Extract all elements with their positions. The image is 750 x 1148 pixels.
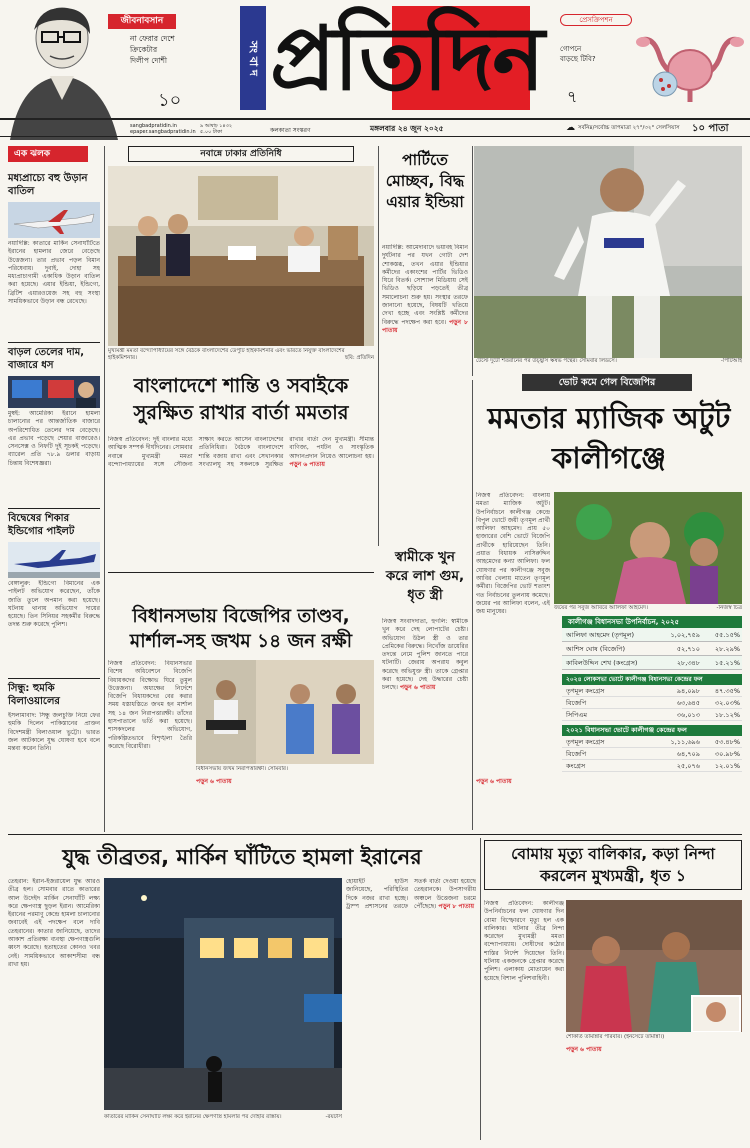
article-text: হোয়াইট হাউস জানিয়েছে, পরিস্থিতির দিকে নজর রাখা হচ্ছে। ট্রাম্প প্রশাসনের তরফে সতর্ক বার্তা দেওয়া হয়েছে তেহরানকে। উপসাগরীয় অঞ্চলে উত্তেজনা চরমে পৌঁছেছে। <box>346 878 476 910</box>
web-address <box>130 123 196 135</box>
vote-count: ৬৩,৬৪৫ <box>676 699 700 707</box>
brief-headline[interactable]: বিদ্বেষের শিকার ইন্ডিগোর পাইলট <box>8 513 75 537</box>
website-link[interactable]: sangbadpratidin.in <box>130 123 177 129</box>
assembly-security-photo <box>196 660 374 764</box>
brief-body: নয়াদিল্লি: কাতারে মার্কিন সেনাঘাঁটিতে ইরানের হামলার জেরে বেড়েছে উত্তেজনা। তার প্রভাব পড়ল বিমান পরিষেবায়। দুবাই, দোহা সহ মধ্যপ্রাচ্যগামী একাধিক উড়ান বাতিল করা হয়েছে। এয়ার ইন্ডিয়া, ইন্ডিগো, ব্রিটিশ এয়ারওয়েজ সহ বহু সংস্থা সাময়িকভাবে উড়ান বন্ধ রেখেছে। <box>8 240 100 306</box>
kaliganj-photo-caption <box>554 605 742 615</box>
prescription-brand: প্রেসক্রিপশন <box>560 14 632 26</box>
vote-pct: ৩২.০৩% <box>714 699 740 707</box>
vote-pct: ১৮.১২% <box>714 711 740 719</box>
iran-body-continued <box>346 878 476 1132</box>
brief-headline[interactable]: মধ্যপ্রাচ্যে বহু উড়ান বাতিল <box>8 173 88 197</box>
kaliganj-results-table <box>562 616 742 772</box>
party-name: সিপিএম <box>566 711 587 719</box>
rishabh-pant-photo <box>474 146 742 358</box>
photo-credit: -রয়টার্স <box>325 1114 342 1120</box>
photo-credit: -নিজস্ব চিত্র <box>716 605 742 611</box>
issue-date: মঙ্গলবার ২৪ জুন ২০২৫ <box>370 124 444 133</box>
party-name: তৃণমূল কংগ্রেস <box>566 687 605 695</box>
promo-line: ক্রিকেটার <box>130 45 158 54</box>
candidate-name: কাবিলউদ্দিন শেখ (কংগ্রেস) <box>566 659 638 667</box>
kaliganj-headline[interactable]: মমতার ম্যাজিক অটুট কালীগঞ্জে <box>487 401 731 475</box>
vote-pct: ৪৭.৩৫% <box>714 687 740 695</box>
vote-count: ১,০২,৭৫৯ <box>670 631 700 639</box>
weather-text: সর্বনিম্ন/সর্বোচ্চ তাপমাত্রা ২৭°/৩২° সেলসিয়াস <box>578 125 680 131</box>
bomb-headline[interactable]: বোমায় মৃত্যু বালিকার, কড়া নিন্দা করলেন মুখ্যমন্ত্রী, ধৃত ১ <box>484 840 742 890</box>
nabanna-kicker: নবান্নে ঢাকার প্রতিনিধি <box>128 146 354 162</box>
vote-pct: ১৫.২১% <box>714 659 740 667</box>
results-table-title: ২০২১ বিধানসভা ভোটে কালীগঞ্জ কেন্দ্রের ফল <box>562 725 742 736</box>
right-promo-text <box>560 44 596 64</box>
nabanna-kicker-box <box>108 146 374 162</box>
left-promo-page: ১০ <box>158 90 182 111</box>
kaliganj-body: নিজস্ব প্রতিবেদন: বাংলায় মমতা ম্যাজিক অটুট। উপনির্বাচনে কালীগঞ্জ কেন্দ্রে বিপুল ভোটে জয়ী তৃণমূল প্রার্থী আলিফা আহমেদ। প্রায় ৫০ হাজারের বেশি ভোটে বিজেপি প্রার্থীকে হারিয়েছেন তিনি। প্রয়াত বিধায়ক নাসিরুদ্দিন আহমেদের কন্যা আলিফা। ফল ঘোষণার পর কালীগঞ্জে সবুজ আবির খেলায় মাতেন তৃণমূল কর্মীরা। বিজেপির ভোট শতাংশ গত নির্বাচনের তুলনায় কমেছে। জয়ের পর আলিফা বলেন, এই জয় মানুষের। <box>476 492 550 616</box>
promo-line: দিলীপ দোশী <box>130 56 168 65</box>
husband-body <box>382 618 468 824</box>
vote-pct: ৫৫.১৫% <box>714 631 740 639</box>
vote-pct: ৩০.৯৮% <box>714 750 740 758</box>
kaliganj-body-continued <box>476 778 742 818</box>
vote-pct: ৫৩.৪৮% <box>714 738 740 746</box>
continue-link[interactable]: পড়ুন ৮ পাতায় <box>382 318 468 334</box>
kaliganj-kicker-box <box>476 374 742 392</box>
continue-link[interactable]: পড়ুন ৬ পাতায় <box>399 684 436 692</box>
indigo-plane-photo <box>8 542 100 578</box>
sports-caption <box>476 358 742 370</box>
results-table-title: ২০২৪ লোকসভা ভোটে কালীগঞ্জ বিধানসভা কেন্দ্রের ফল <box>562 674 742 685</box>
logo-text: প্রতিদিন <box>270 6 543 110</box>
brief-body: মুম্বই: আমেরিকা ইরানে হামলা চালানোর পর আন্তর্জাতিক বাজারে অপরিশোধিত তেলের দাম বেড়েছে। এর প্রভাব পড়েছে শেয়ার বাজারেও। সেনসেক্স ও নিফটি দুই সূচকই পড়েছে। ব্যারেল প্রতি ৭৮.৯ ডলার বাড়ায় চিন্তায় বিশেষজ্ঞরা। <box>8 410 100 467</box>
trader-photo <box>8 376 100 408</box>
article-text: নিজস্ব প্রতিবেদন: দুই বাংলার মধ্যে আত্মিক সম্পর্ক দীর্ঘদিনের। সোমবার নবান্নে মুখ্যমন্ত্রী মমতা বন্দ্যোপাধ্যায়ের সঙ্গে সৌজন্য সাক্ষাৎ করতে আসেন বাংলাদেশের প্রতিনিধিরা। বৈঠকে বাংলাদেশে শান্তি বজায় রাখা এবং সেখানকার সংখ্যালঘু সহ সকলকে সুরক্ষিত রাখার বার্তা দেন মুখ্যমন্ত্রী। সীমান্ত বাণিজ্য, পর্যটন ও সাংস্কৃতিক আদানপ্রদান নিয়েও আলোচনা হয়। <box>108 436 374 468</box>
vote-count: ২৮,৩৪৮ <box>676 659 700 667</box>
nabanna-caption <box>108 348 374 362</box>
masthead-right-promo[interactable] <box>555 0 750 116</box>
price: ৫.০০ টাকা <box>200 129 223 135</box>
brief-body: বেঙ্গালুরু: ইন্ডিগো বিমানের এক পাইলট অভিযোগ করেছেন, তাঁকে জাতি তুলে অপমান করা হয়েছে। ঘটনায় থানায় অভিযোগ দায়ের হয়েছে। তিন সিনিয়র সহকর্মীর বিরুদ্ধে তদন্ত শুরু করেছে পুলিশ। <box>8 580 100 629</box>
vote-count: ৩৬,০১৩ <box>676 711 700 719</box>
article-text: নিজস্ব সংবাদদাতা, হুগলি: স্বামীকে খুন করে দেহ লোপাটের চেষ্টা। অভিযোগ উঠল স্ত্রী ও তার প্রেমিকের বিরুদ্ধে। নিখোঁজ ডায়েরির তদন্তে নেমে পুলিশ জানতে পারে ঘটনাটি। জেরায় অপরাধ কবুল করেছে অভিযুক্ত স্ত্রী। তাকে গ্রেপ্তার করা হয়েছে। দেহ উদ্ধারের চেষ্টা চলছে। <box>382 618 468 692</box>
caption-text: মুখ্যমন্ত্রী মমতা বন্দ্যোপাধ্যায়ের সঙ্গে বৈঠকে বাংলাদেশের ডেপুটি হাইকমিশনার এবং ভারতে নিযুক্ত বাংলাদেশের হাইকমিশনার। <box>108 348 345 361</box>
assembly-body-continued <box>196 778 374 826</box>
continue-link[interactable]: পড়ুন ৬ পাতায় <box>196 778 232 785</box>
doha-street-photo <box>104 878 342 1110</box>
continue-link[interactable]: পড়ুন ৬ পাতায় <box>476 778 512 785</box>
bomb-body: নিজস্ব প্রতিবেদন: কালীগঞ্জ উপনির্বাচনের ফল ঘোষণার দিন বোমা বিস্ফোরণে মৃত্যু হল এক বালিকার। ঘটনার তীব্র নিন্দা করেছেন মুখ্যমন্ত্রী মমতা বন্দ্যোপাধ্যায়। দোষীদের কঠোর শাস্তির নির্দেশ দিয়েছেন তিনি। ঘটনায় একজনকে গ্রেপ্তার করেছে পুলিশ। এলাকায় মোতায়েন করা হয়েছে বিশাল পুলিশবাহিনী। <box>484 900 564 982</box>
bomb-body-continued <box>566 1046 742 1132</box>
bangla-date: ৯ আষাঢ় ১৪৩২ <box>200 123 233 129</box>
results-row <box>562 685 742 697</box>
iran-headline[interactable]: যুদ্ধ তীব্রতর, মার্কিন ঘাঁটিতে হামলা ইরানের <box>62 845 422 869</box>
newspaper-logo[interactable] <box>240 6 543 110</box>
promo-line: গোপনে <box>560 45 582 53</box>
assembly-body: নিজস্ব প্রতিবেদন: বিধানসভার বিশেষ অধিবেশনে বিজেপি বিধায়কদের বিক্ষোভ ঘিরে তুমুল উত্তেজনা। অধ্যক্ষের নির্দেশে বিজেপি বিধায়কদের বের করার সময় ধস্তাধস্তিতে জখম হন মার্শাল সহ ১৪ জন নিরাপত্তারক্ষী। তাঁদের হাসপাতালে ভর্তি করা হয়েছে। শাসকদলের অভিযোগ, পরিকল্পিতভাবে বিশৃঙ্খলা তৈরি করেছে বিরোধীরা। <box>108 660 192 750</box>
air-india-body <box>382 244 468 534</box>
candidate-name: আশিস ঘোষ (বিজেপি) <box>566 645 626 653</box>
candidate-name: আলিফা আহমেদ (তৃণমূল) <box>566 631 635 639</box>
left-brief-column <box>8 146 100 832</box>
vote-count: ৯৪,০৯৮ <box>676 687 700 695</box>
dateline-bar <box>0 118 750 138</box>
vote-count: ৬৪,৭০৯ <box>676 750 700 758</box>
page-count: ১০ পাতা <box>692 123 729 134</box>
city-edition: কলকাতা সংস্করণ <box>270 127 311 134</box>
vote-count: ২৫,০৭৬ <box>676 762 700 770</box>
party-name: কংগ্রেস <box>566 762 586 770</box>
nabanna-headline[interactable]: বাংলাদেশে শান্তি ও সবাইকে সুরক্ষিত রাখার বার্তা মমতার <box>133 374 349 424</box>
alifa-celebration-photo <box>554 492 742 604</box>
vote-count: ৫২,৭১০ <box>676 645 700 653</box>
iran-body: তেহরান: ইরান-ইজরায়েল যুদ্ধ আরও তীব্র হল। সোমবার রাতে কাতারের আল উদেইদ মার্কিন সেনাঘাঁটি লক্ষ্য করে ক্ষেপণাস্ত্র ছুড়ল ইরান। আমেরিকা ইরানের পরমাণু কেন্দ্রে হামলা চালানোর জবাবেই এই পদক্ষেপ বলে দাবি তেহরানের। কাতার জানিয়েছে, তাদের আকাশ প্রতিরক্ষা ব্যবস্থা ক্ষেপণাস্ত্রগুলি ধ্বংস করেছে। হতাহতের কোনও খবর নেই। সাময়িকভাবে আকাশসীমা বন্ধ রাখা হয়। <box>8 878 100 968</box>
results-row <box>562 656 742 670</box>
assembly-photo-caption: বিধানসভায় জখম নিরাপত্তারক্ষী। সোমবার। <box>196 766 288 772</box>
caption-text: কাতারের মার্কিন সেনাঘাঁটি লক্ষ্য করে ইরানের ক্ষেপণাস্ত্র হামলার পর দোহার রাস্তায়। <box>104 1114 282 1120</box>
brief-headline[interactable]: বাড়ল তেলের দাম, বাজারে ধস <box>8 347 85 371</box>
results-row <box>562 760 742 772</box>
caption-text: জয়ের পর সবুজ আবিরে আলিফা আহমেদ। <box>554 605 648 611</box>
continue-link[interactable]: পড়ুন ৮ পাতায় <box>438 902 474 910</box>
edition-info <box>200 123 250 135</box>
husband-headline[interactable]: স্বামীকে খুন করে লাশ গুম, ধৃত স্ত্রী <box>385 549 465 603</box>
photo-credit: -পিটিআই <box>720 358 742 364</box>
right-promo-page: ৭ <box>567 87 578 106</box>
continue-link[interactable]: পড়ুন ৬ পাতায় <box>566 1046 602 1053</box>
promo-line: না ফেরার দেশে <box>130 34 175 43</box>
results-row <box>562 748 742 760</box>
section-tag: এক ঝলক <box>8 146 88 162</box>
left-promo-text <box>130 33 220 66</box>
obituary-tag: জীবনাবসান <box>108 14 176 29</box>
air-india-headline[interactable]: পার্টিতে মোচ্ছব, বিদ্ধ এয়ার ইন্ডিয়া <box>385 151 465 211</box>
results-row <box>562 642 742 656</box>
party-name: তৃণমূল কংগ্রেস <box>566 738 605 746</box>
continue-link[interactable]: পড়ুন ৬ পাতায় <box>289 460 325 468</box>
iran-photo-caption <box>104 1114 342 1128</box>
assembly-headline[interactable]: বিধানসভায় বিজেপির তাণ্ডব, মার্শাল-সহ জখম ১৪ জন রক্ষী <box>129 606 353 652</box>
results-row <box>562 628 742 642</box>
weather-icon: ☁ <box>566 123 575 133</box>
results-row <box>562 697 742 709</box>
promo-line: বাড়ছে টিবি? <box>560 55 596 63</box>
party-name: বিজেপি <box>566 699 587 707</box>
vote-count: ১,১১,৬৯৬ <box>670 738 700 746</box>
vote-pct: ১২.০১% <box>714 762 740 770</box>
results-row <box>562 709 742 721</box>
brief-headline[interactable]: সিন্ধু: হুমকি বিলাওয়ালের <box>8 683 60 707</box>
party-name: বিজেপি <box>566 750 587 758</box>
results-row <box>562 736 742 748</box>
epaper-link[interactable]: epaper.sangbadpratidin.in <box>130 129 196 135</box>
grieving-family-photo <box>566 900 742 1032</box>
vote-pct: ২৮.২৯% <box>714 645 740 653</box>
article-text: নয়াদিল্লি: আমেদাবাদে ভয়াবহ বিমান দুর্ঘটনার পর যখন গোটা দেশ শোকস্তব্ধ, তখন এয়ার ইন্ডিয়ার কর্মীদের একাংশের পার্টির ভিডিও ঘিরে বিতর্ক। সোশ্যাল মিডিয়ায় সেই ভিডিও ছড়িয়ে পড়তেই তীব্র সমালোচনা শুরু হয়। সংস্থার তরফে জানানো হয়েছে, বিষয়টি খতিয়ে দেখা হচ্ছে এবং সংশ্লিষ্ট কর্মীদের বিরুদ্ধে পদক্ষেপ করা হবে। <box>382 244 468 326</box>
nabanna-meeting-photo <box>108 166 374 346</box>
photo-credit: ছবি: প্রতিদিন <box>344 355 374 361</box>
logo-side-text: সং বা দ <box>240 6 266 110</box>
kaliganj-kicker: ভোট কমে গেল বিজেপির <box>522 374 692 391</box>
results-table-title: কালীগঞ্জ বিধানসভা উপনির্বাচন, ২০২৫ <box>562 616 742 628</box>
caption-text: টেস্টে দুটো শতরানের পর উচ্ছ্বাস ঋষভ পন্থের। সোমবার লিডসে। <box>476 358 617 364</box>
nabanna-body <box>108 436 374 566</box>
bomb-photo-caption: শোকার্ত তামান্নার পরিবার। (ইনসেটে তামান্না।) <box>566 1034 665 1040</box>
brief-body: ইসলামাবাদ: সিন্ধু জলচুক্তি নিয়ে ফের হুমকি দিলেন পাকিস্তানের প্রাক্তন বিদেশমন্ত্রী বিলাওয়াল ভুট্টো। ভারত জল আটকালে যুদ্ধ ঘোষণা হবে বলে মন্তব্য করেন তিনি। <box>8 712 100 753</box>
plane-photo <box>8 202 100 238</box>
uterus-illustration <box>635 20 745 112</box>
